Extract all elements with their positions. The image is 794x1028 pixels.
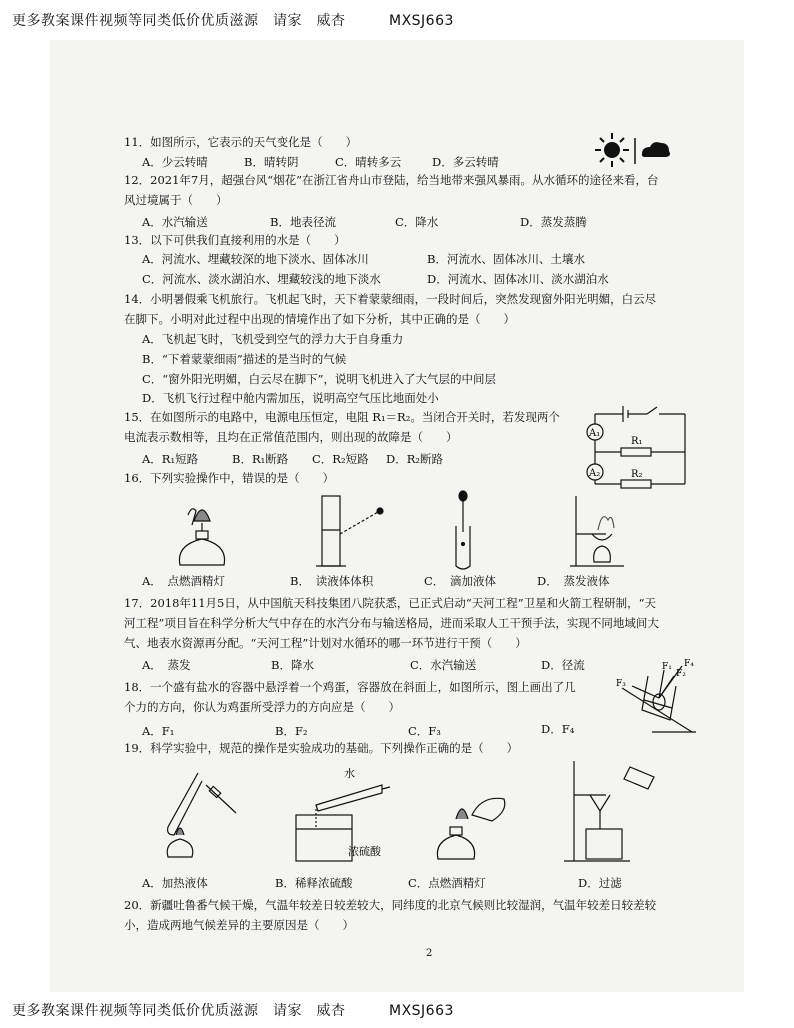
q13-option-d: D．河流水、固体冰川、淡水湖泊水 bbox=[427, 272, 609, 286]
q12-line-2: 风过境属于（ ） bbox=[124, 193, 228, 207]
q13-option-a: A．河流水、埋藏较深的地下淡水、固体冰川 bbox=[142, 252, 369, 266]
lighting-lamps-figure bbox=[432, 775, 512, 865]
dropper-test-tube-figure bbox=[448, 490, 478, 572]
q18-option-a: A．F₁ bbox=[142, 724, 175, 738]
water-label: 水 bbox=[344, 767, 355, 780]
q12-option-d: D．蒸发蒸腾 bbox=[520, 215, 587, 229]
incline-container-figure bbox=[612, 658, 702, 738]
q16-option-b: B． 读液体体积 bbox=[290, 574, 374, 588]
diluting-acid-figure bbox=[286, 765, 406, 865]
q16-option-d: D． 蒸发液体 bbox=[537, 574, 610, 588]
q16-option-a: A． 点燃酒精灯 bbox=[142, 574, 226, 588]
resistor-r1-label: R₁ bbox=[631, 436, 643, 447]
top-banner: 更多教案课件视频等同类低价优质滋源 请家 威杏 MXSJ663 bbox=[12, 13, 454, 29]
q12-option-c: C．降水 bbox=[395, 215, 439, 229]
ammeter-a1-label: A₁ bbox=[589, 428, 601, 439]
heating-liquid-figure bbox=[146, 765, 246, 865]
page-number: 2 bbox=[426, 948, 433, 959]
alcohol-lamp-ignite-figure bbox=[172, 495, 232, 573]
q18-line-1: 18．一个盛有盐水的容器中悬浮着一个鸡蛋，容器放在斜面上，如图所示，图上画出了几 bbox=[124, 680, 576, 694]
q15-line-2: 电流表示数相等，且均在正常值范围内，则出现的故障是（ ） bbox=[124, 430, 458, 444]
q18-option-c: C．F₃ bbox=[408, 724, 441, 738]
q18-line-2: 个力的方向，你认为鸡蛋所受浮力的方向应是（ ） bbox=[124, 700, 400, 714]
q19-stem: 19．科学实验中，规范的操作是实验成功的基础。下列操作正确的是（ ） bbox=[124, 741, 519, 755]
q19-option-a: A．加热液体 bbox=[142, 876, 208, 890]
force-f2-label: F₂ bbox=[676, 669, 686, 679]
filtration-setup-figure bbox=[560, 755, 670, 870]
q15-option-b: B．R₁断路 bbox=[232, 452, 289, 466]
q17-option-a: A． 蒸发 bbox=[142, 658, 191, 672]
q19-option-b: B．稀释浓硫酸 bbox=[275, 876, 353, 890]
q20-line-2: 小，造成两地气候差异的主要原因是（ ） bbox=[124, 918, 354, 932]
q12-option-b: B．地表径流 bbox=[270, 215, 336, 229]
q14-option-b: B．“下着蒙蒙细雨”描述的是当时的气候 bbox=[142, 352, 347, 366]
q20-line-1: 20．新疆吐鲁番气候干燥，气温年较差日较差较大，同纬度的北京气候则比较湿润，气温年较差日较差较 bbox=[124, 898, 657, 912]
q14-line-1: 14．小明暑假乘飞机旅行。飞机起飞时，天下着蒙蒙细雨，一段时间后，突然发现窗外阳光明媚，白云尽 bbox=[124, 292, 657, 306]
q11-stem: 11．如图所示，它表示的天气变化是（ ） bbox=[124, 135, 358, 149]
q11-option-c: C．晴转多云 bbox=[335, 155, 402, 169]
q14-line-2: 在脚下。小明对此过程中出现的情境作出了如下分析，其中正确的是（ ） bbox=[124, 312, 515, 326]
q15-line-1: 15．在如图所示的电路中，电源电压恒定，电阻 R₁＝R₂。当闭合开关时，若发现两个 bbox=[124, 410, 560, 424]
sun-to-cloud-weather-icon bbox=[594, 130, 674, 170]
q14-option-a: A．飞机起飞时，飞机受到空气的浮力大于自身重力 bbox=[142, 332, 404, 346]
evaporation-setup-figure bbox=[568, 490, 628, 572]
q11-option-b: B．晴转阴 bbox=[244, 155, 299, 169]
force-f4-label: F₄ bbox=[684, 659, 694, 669]
q19-option-d: D．过滤 bbox=[578, 876, 622, 890]
q12-line-1: 12．2021年7月，超强台风“烟花”在浙江省舟山市登陆，给当地带来强风暴雨。从水循环的途径来看，台 bbox=[124, 173, 659, 187]
graduated-cylinder-figure bbox=[308, 490, 388, 572]
force-f3-label: F₃ bbox=[616, 679, 626, 689]
q15-option-c: C．R₂短路 bbox=[312, 452, 369, 466]
force-f1-label: F₁ bbox=[662, 662, 672, 672]
acid-label: 浓硫酸 bbox=[348, 845, 381, 858]
q11-option-d: D．多云转晴 bbox=[432, 155, 499, 169]
q17-option-b: B．降水 bbox=[271, 658, 314, 672]
q12-option-a: A．水汽输送 bbox=[142, 215, 208, 229]
q16-stem: 16．下列实验操作中，错误的是（ ） bbox=[124, 471, 335, 485]
q18-option-b: B．F₂ bbox=[275, 724, 308, 738]
q17-line-1: 17．2018年11月5日，从中国航天科技集团八院获悉，已正式启动“天河工程”卫星和火箭工程研制，“天 bbox=[124, 596, 656, 610]
q17-line-2: 河工程”项目旨在科学分析大气中存在的水汽分布与输送格局，进而采取人工干预手法，实现不同地域间大 bbox=[124, 616, 659, 630]
q17-line-3: 气、地表水资源再分配。“天河工程”计划对水循环的哪一环节进行干预（ ） bbox=[124, 636, 527, 650]
q13-stem: 13．以下可供我们直接利用的水是（ ） bbox=[124, 233, 346, 247]
bottom-banner: 更多教案课件视频等同类低价优质滋源 请家 威杏 MXSJ663 bbox=[12, 1003, 454, 1019]
q18-option-d: D．F₄ bbox=[541, 722, 575, 736]
q15-option-a: A．R₁短路 bbox=[142, 452, 199, 466]
ammeter-a2-label: A₂ bbox=[589, 468, 601, 479]
circuit-diagram bbox=[585, 400, 697, 492]
q11-option-a: A．少云转晴 bbox=[142, 155, 208, 169]
q14-option-c: C．“窗外阳光明媚，白云尽在脚下”，说明飞机进入了大气层的中间层 bbox=[142, 372, 497, 386]
q15-option-d: D．R₂断路 bbox=[386, 452, 443, 466]
q16-option-c: C． 滴加液体 bbox=[424, 574, 497, 588]
q19-option-c: C．点燃酒精灯 bbox=[408, 876, 486, 890]
q17-option-c: C．水汽输送 bbox=[410, 658, 477, 672]
resistor-r2-label: R₂ bbox=[631, 469, 643, 480]
q13-option-b: B．河流水、固体冰川、土壤水 bbox=[427, 252, 585, 266]
q13-option-c: C．河流水、淡水湖泊水、埋藏较浅的地下淡水 bbox=[142, 272, 381, 286]
q14-option-d: D．飞机飞行过程中舱内需加压，说明高空气压比地面处小 bbox=[142, 391, 439, 405]
q17-option-d: D．径流 bbox=[541, 658, 585, 672]
